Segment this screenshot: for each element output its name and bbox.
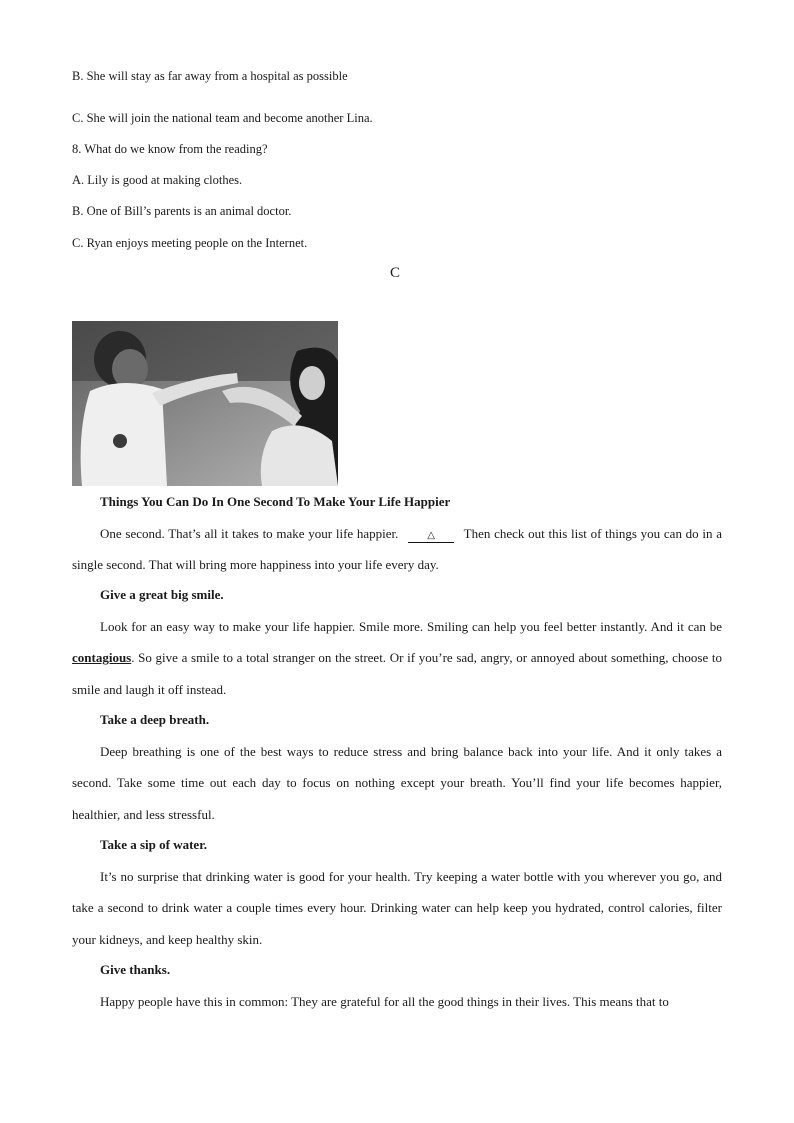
option-label: A. [72, 173, 85, 187]
smile-paragraph [72, 611, 722, 705]
smile-heading: Give a great big smile. [100, 587, 224, 602]
option-label: B. [72, 69, 84, 83]
breath-heading: Take a deep breath. [100, 712, 210, 727]
thanks-text: Happy people have this in common: They are grateful for all the good things in their lives. This means that to [100, 994, 669, 1009]
smile-text: Look for an easy way to make your life happier. Smile more. Smiling can help you feel better instantly. And it can be [100, 619, 722, 634]
option-8a [72, 171, 242, 189]
option-label: C. [72, 111, 84, 125]
option-text: One of Bill’s parents is an animal doctor. [86, 204, 292, 218]
breath-text: Deep breathing is one of the best ways to reduce stress and bring balance back into your life. And it only takes a second. Take some time out each day to focus on nothing except your breath. You’ll find your life becomes happier, healthier, and less stressful. [72, 744, 722, 822]
intro-paragraph [72, 518, 722, 581]
smile-text: . So give a smile to a total stranger on the street. Or if you’re sad, angry, or annoyed about something, choose to smile and laugh it off instead. [72, 650, 722, 697]
answer-blank[interactable]: △ [408, 530, 454, 543]
article-title: Things You Can Do In One Second To Make Your Life Happier [100, 494, 451, 509]
breath-paragraph [72, 736, 722, 830]
option-label: C. [72, 236, 84, 250]
option-7b [72, 67, 348, 85]
option-label: B. [72, 204, 84, 218]
option-7c [72, 109, 373, 127]
article-photo [72, 321, 338, 486]
water-heading: Take a sip of water. [100, 837, 208, 852]
option-text: She will stay as far away from a hospital as possible [86, 69, 348, 83]
option-text: Ryan enjoys meeting people on the Internet. [86, 236, 308, 250]
intro-text: One second. That’s all it takes to make your life happier. [100, 526, 399, 541]
thanks-heading: Give thanks. [100, 962, 171, 977]
question-8: 8. What do we know from the reading? [72, 142, 268, 156]
intro-text: Then check out this list of things you can do in a single second. That will bring more happiness into your life every day. [72, 526, 723, 573]
option-text: She will join the national team and become another Lina. [86, 111, 373, 125]
option-8c [72, 234, 307, 252]
thanks-paragraph [72, 986, 722, 1017]
water-text: It’s no surprise that drinking water is good for your health. Try keeping a water bottle with you wherever you go, and take a second to drink water a couple times every hour. Drinking water can help keep you hydrated, control calories, filter your kidneys, and keep healthy skin. [72, 869, 722, 947]
water-paragraph [72, 861, 722, 955]
option-text: Lily is good at making clothes. [87, 173, 243, 187]
option-8b [72, 202, 291, 220]
underlined-word: contagious [72, 650, 132, 666]
section-label: C [390, 265, 401, 281]
